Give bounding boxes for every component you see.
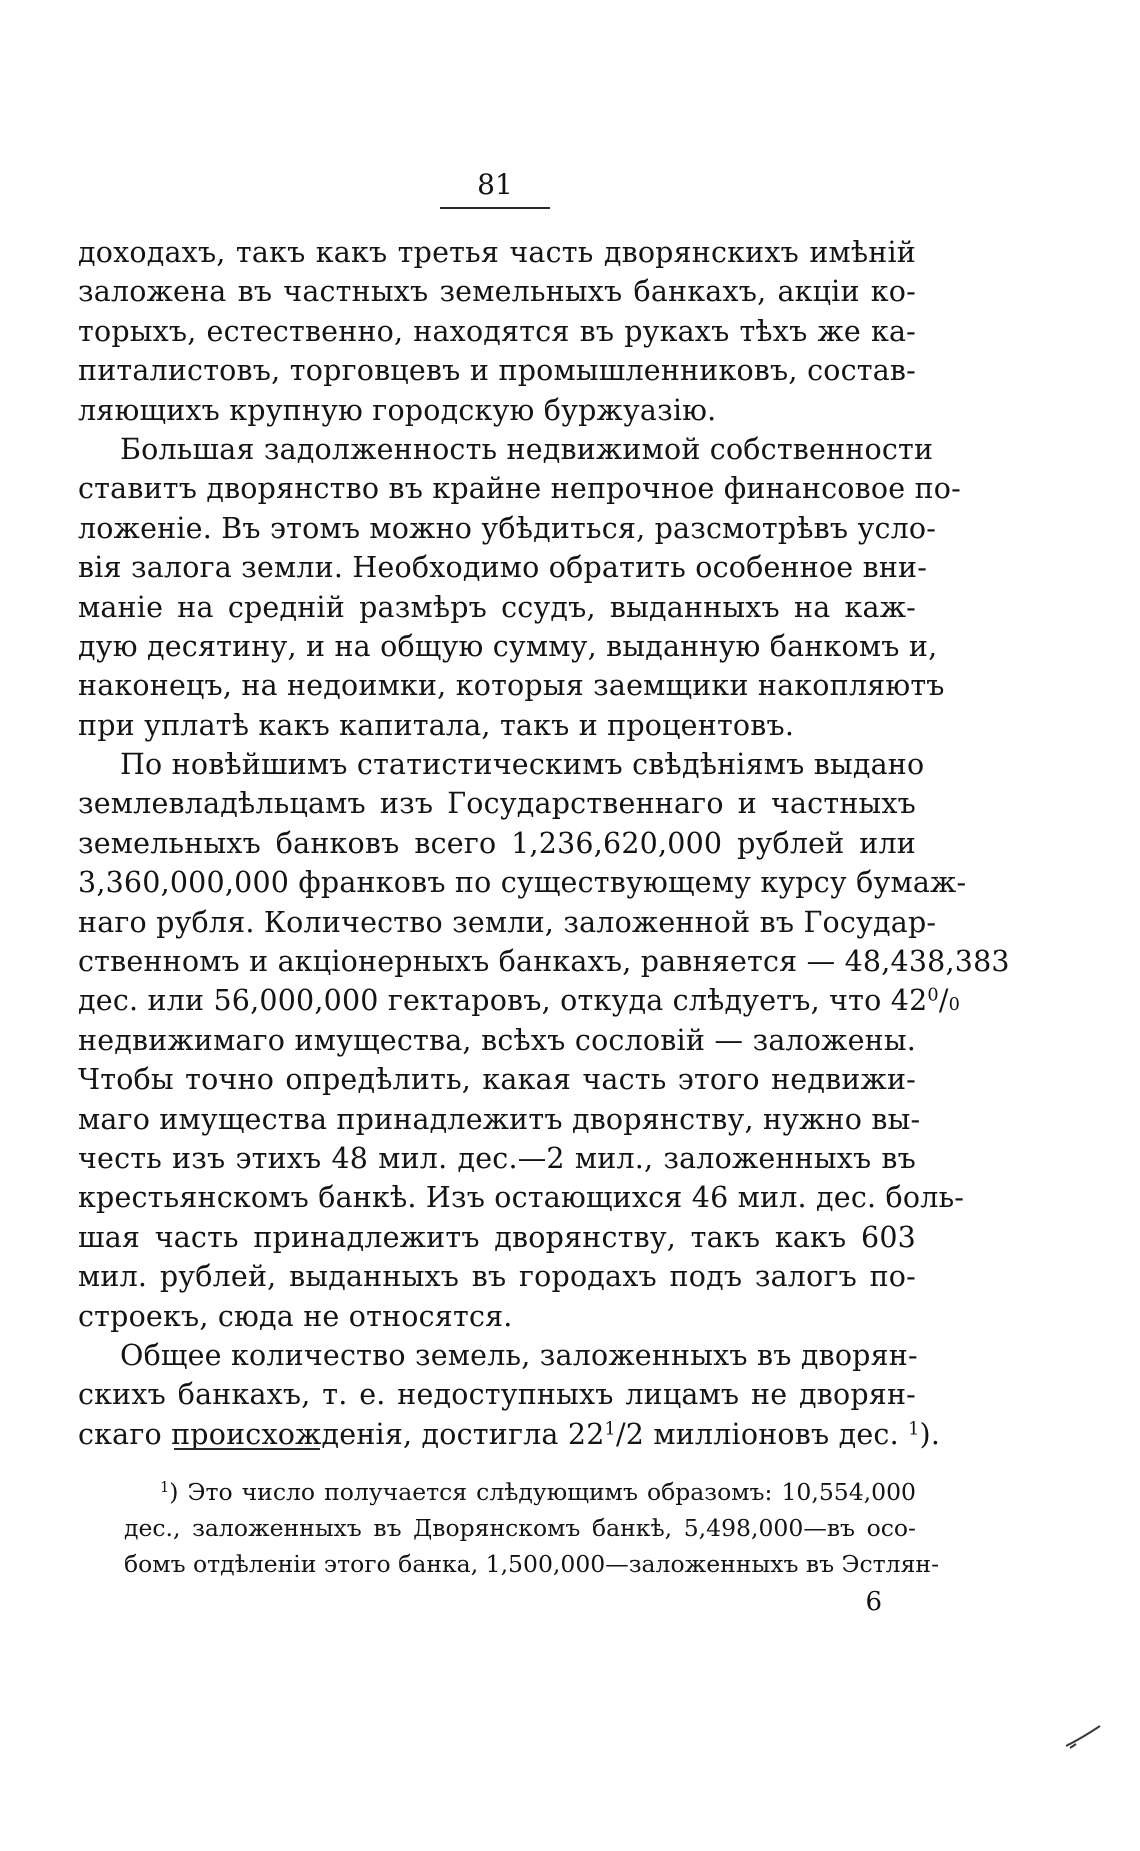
text-line: наконецъ, на недоимки, которыя заемщики накопляютъ [78, 669, 945, 703]
percent-superscript: 0 [927, 985, 939, 1006]
body-text [78, 233, 1010, 1454]
text-line: землевладѣльцамъ изъ Государственнаго и частныхъ [78, 787, 916, 821]
text-line: торыхъ, естественно, находятся въ рукахъ тѣхъ же ка- [78, 314, 916, 348]
text-line: ложеніе. Въ этомъ можно убѣдиться, разсмотрѣвъ усло- [78, 511, 937, 545]
text-line: По новѣйшимъ статистическимъ свѣдѣніямъ выдано [120, 748, 925, 782]
text-line: наго рубля. Количество земли, заложенной въ Государ- [78, 905, 937, 939]
text-segment: ). [919, 1417, 941, 1451]
text-line: ставитъ дворянство въ крайне непрочное финансовое по- [78, 472, 961, 506]
text-line: доходахъ, такъ какъ третья часть дворянскихъ имѣній [78, 236, 916, 269]
text-line: строекъ, сюда не относятся. [78, 1299, 513, 1333]
text-line: Чтобы точно опредѣлить, какая часть этого недвижи- [78, 1063, 916, 1097]
text-line: мил. рублей, выданныхъ въ городахъ подъ залогъ по- [78, 1260, 916, 1294]
text-line: честь изъ этихъ 48 мил. дес.—2 мил., заложенныхъ въ [78, 1141, 916, 1175]
text-line: ственномъ и акціонерныхъ банкахъ, равняется — 48,438,383 [78, 945, 1010, 979]
text-line: питалистовъ, торговцевъ и промышленниковъ, состав- [78, 354, 916, 388]
header-rule [440, 207, 550, 209]
text-line: земельныхъ банковъ всего 1,236,620,000 рублей или [78, 826, 916, 860]
fraction-numerator: 1 [604, 1419, 616, 1440]
footnote-line: бомъ отдѣленіи этого банка, 1,500,000—заложенныхъ въ Эстлян- [124, 1550, 940, 1578]
text-line: маніе на средній размѣръ ссудъ, выданныхъ на каж- [78, 590, 916, 624]
footnote-marker-paren: ) [169, 1478, 179, 1506]
text-line: вія залога земли. Необходимо обратить особенное вни- [78, 551, 928, 585]
text-line: скихъ банкахъ, т. е. недоступныхъ лицамъ не дворян- [78, 1378, 916, 1412]
text-line: при уплатѣ какъ капитала, такъ и процентовъ. [78, 708, 795, 742]
text-line: Большая задолженность недвижимой собственности [120, 432, 934, 466]
page-number: 81 [477, 168, 513, 201]
footnote-divider [174, 1448, 320, 1450]
text-line: ляющихъ крупную городскую буржуазію. [78, 393, 717, 427]
text-line: заложена въ частныхъ земельныхъ банкахъ, акціи ко- [78, 275, 916, 309]
text-segment: дес. или 56,000,000 гектаровъ, откуда слѣдуетъ, что 42 [78, 984, 928, 1018]
footnote-line [124, 1474, 916, 1510]
text-line: маго имущества принадлежитъ дворянству, нужно вы- [78, 1102, 921, 1136]
text-segment: Это число получается слѣдующимъ образомъ: 10,554,000 [187, 1478, 916, 1506]
footnote-marker: 1 [160, 1479, 170, 1496]
footnote-reference[interactable]: 1 [908, 1419, 920, 1440]
text-line: Общее количество земель, заложенныхъ въ дворян- [120, 1338, 918, 1372]
text-line: шая часть принадлежитъ дворянству, такъ какъ 603 [78, 1220, 916, 1254]
signature-mark: 6 [865, 1587, 882, 1617]
footnote-line: дес., заложенныхъ въ Дворянскомъ банкѣ, 5,498,000—въ осо- [124, 1514, 916, 1542]
text-line: крестьянскомъ банкѣ. Изъ остающихся 46 мил. дес. боль- [78, 1181, 965, 1215]
text-line-percent [78, 981, 961, 1020]
text-line: недвижимаго имущества, всѣхъ сословій — заложены. [78, 1023, 916, 1057]
text-line: дую десятину, и на общую сумму, выданную банкомъ и, [78, 629, 938, 663]
footnote [124, 1474, 940, 1582]
text-line: 3,360,000,000 франковъ по существующему курсу бумаж- [78, 866, 967, 900]
text-segment: скаго происхожденія, достигла 22 [78, 1417, 605, 1451]
percent-subscript: 0 [948, 995, 961, 1016]
percent-slash: / [938, 984, 949, 1018]
pen-stroke-icon [1064, 1722, 1104, 1752]
text-segment: /2 миллiоновъ дес. [615, 1417, 909, 1451]
